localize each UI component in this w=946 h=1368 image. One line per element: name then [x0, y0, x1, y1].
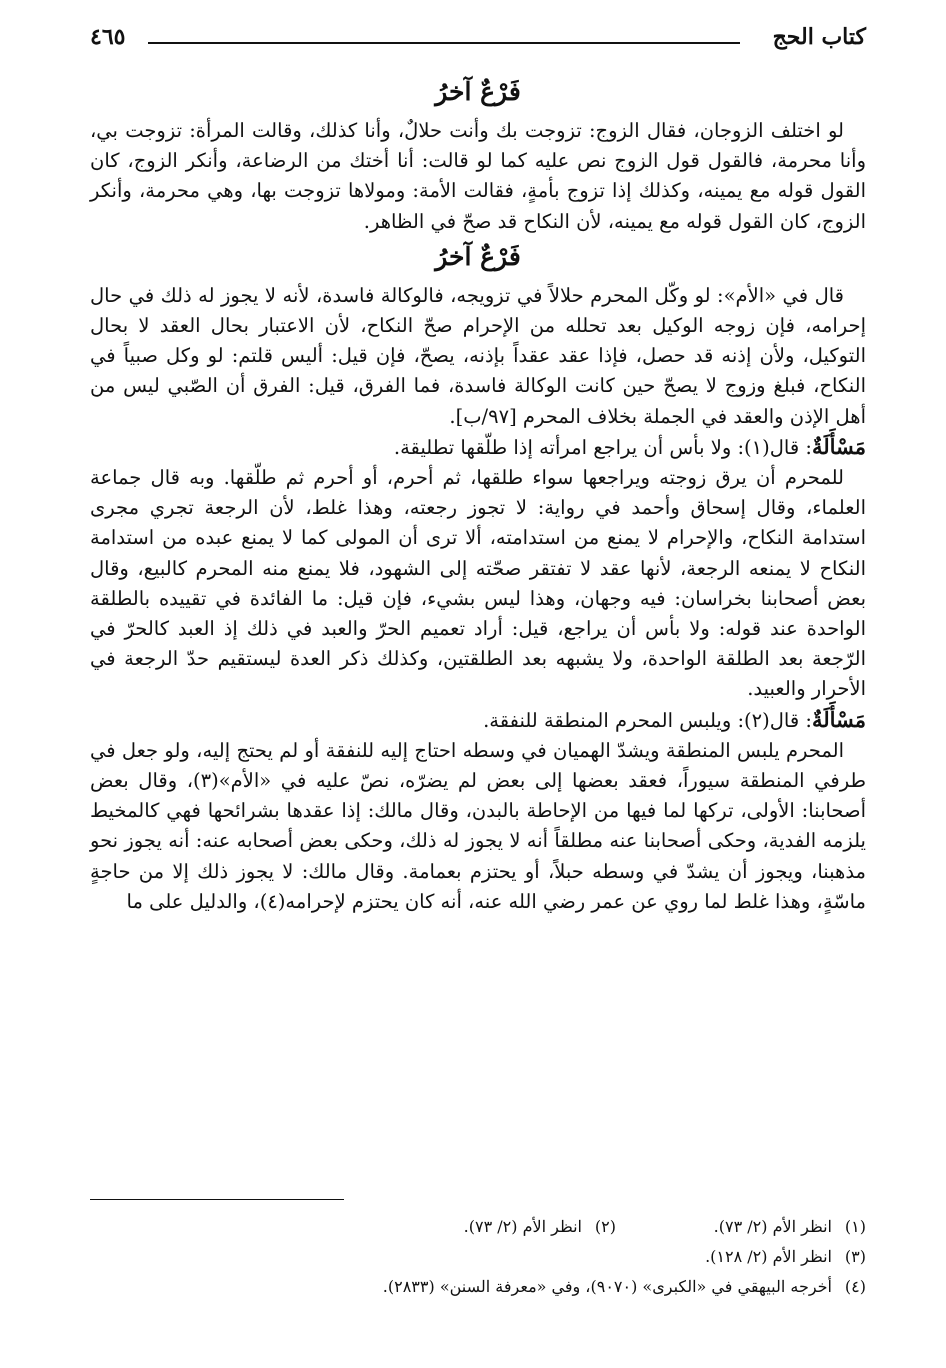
masala-text: : قال(٢): ويلبس المحرم المنطقة للنفقة.	[483, 708, 812, 732]
footnote-text: انظر الأم (٢/ ١٢٨).	[705, 1247, 832, 1266]
section-heading: فَرْعٌ آخرُ	[435, 77, 521, 106]
masala-label: مَسْأَلَةٌ	[811, 433, 866, 459]
masala-label: مَسْأَلَةٌ	[811, 706, 866, 732]
footnote-text: أخرجه البيهقي في «الكبرى» (٩٠٧٠)، وفي «معرفة السنن» (٢٨٣٣).	[382, 1277, 832, 1296]
paragraph: المحرم يلبس المنطقة ويشدّ الهميان في وسطه احتاج إليه للنفقة أو لم يحتج إليه، ولو جعل في طرفي المنطقة سيوراً، فعقد بعضها إلى بعض لم يضرّه، نصّ عليه في «الأم»(٣)، وقال بعض أصحابنا: الأولى، تركها لما فيها من الإحاطة بالبدن، وقال مالك: إذا عقدها بشرائحها فهي كالمخيط يلزمه الفدية، وحكى أصحابنا عنه مطلقاً أنه لا يجوز له ذلك، وحكى بعض أصحابه عنه: أنه يجوز نحو مذهبنا، ويجوز أن يشدّ في وسطه حبلاً، أو يحتزم بعمامة. وقال مالك: لا يجوز ذلك إلا من حاجةٍ ماسّةٍ، وهذا غلط لما روي عن عمر رضي الله عنه، أنه كان يحتزم لإحرامه(٤)، والدليل على ما	[90, 738, 866, 913]
footnote-1	[616, 1212, 866, 1242]
masala-line	[90, 705, 866, 736]
footnote-2	[366, 1212, 616, 1242]
footnote-4	[90, 1272, 866, 1302]
footnote-number: (٣)	[844, 1247, 866, 1266]
footnote-number: (٢)	[594, 1217, 616, 1236]
footnote-3	[90, 1242, 866, 1272]
paragraph: لو اختلف الزوجان، فقال الزوج: تزوجت بك وأنت حلالٌ، وأنا كذلك، وقالت المرأة: تزوجت بي، وأنا محرمة، فالقول قول الزوج نص عليه كما لو قالت: أنا أختك من الرضاعة، وأنكر الزوج، كان القول قوله مع يمينه، وكذلك إذا تزوج بأمةٍ، فقالت الأمة: ومولاها تزوجت بها، وهي محرمة، وأنكر الزوج، كان القول قوله مع يمينه، لأن النكاح قد صحّ في الظاهر.	[90, 119, 866, 233]
page-header	[90, 22, 866, 66]
header-rule	[148, 42, 740, 44]
footnote-text: انظر الأم (٢/ ٧٣).	[713, 1217, 832, 1236]
paragraph: قال في «الأم»: لو وكّل المحرم حلالاً في تزويجه، فالوكالة فاسدة، لأنه لا يجوز له ذلك في حال إحرامه، فإن زوجه الوكيل بعد تحلله من الإحرام صحّ النكاح، لأن الاعتبار بحال العقد لا بحال التوكيل، ولأن إذنه قد حصل، فإذا عقد عقداً بإذنه، يصحّ، فإن قيل: أليس قلتم: لو وكل صبياً في النكاح، فبلغ وزوج لا يصحّ حين كانت الوكالة فاسدة، فما الفرق، قيل: الفرق أن الصّبي ليس من أهل الإذن والعقد في الجملة بخلاف المحرم [٩٧/ب].	[90, 283, 866, 428]
footnotes	[90, 1212, 866, 1302]
masala-text: : قال(١): ولا بأس أن يراجع امرأته إذا طلّقها تطليقة.	[393, 435, 812, 459]
section-heading: فَرْعٌ آخرُ	[435, 241, 521, 271]
masala-line	[90, 432, 866, 463]
main-text	[90, 72, 866, 917]
book-title: كتاب الحج	[772, 24, 866, 50]
footnote-rule	[90, 1199, 344, 1200]
page-number: ٤٦٥	[90, 24, 126, 50]
footnote-number: (١)	[844, 1217, 866, 1236]
footnote-row	[90, 1212, 866, 1242]
footnote-number: (٤)	[844, 1277, 866, 1296]
paragraph: للمحرم أن يرق زوجته ويراجعها سواء طلقها، ثم أحرم، أو أحرم ثم طلّقها. وبه قال جماعة العلماء، وقال إسحاق وأحمد في رواية: لا تجوز رجعته، وهذا غلط، لأن الرجعة تجري مجرى استدامة النكاح، والإحرام لا يمنع من استدامته، ألا ترى أن المولى كما لا يمنع عبده من استدامة النكاح لا يمنعه الرجعة، لأنها عقد لا تفتقر صحّته إلى الشهود، فلا يمنع منه المحرم كالبيع، وقال بعض أصحابنا بخراسان: فيه وجهان، وهذا ليس بشيء، فإن قيل: ما الفائدة في تقييده بالطلقة الواحدة عند قوله: ولا بأس أن يراجع، قيل: أراد تعميم الحرّ والعبد في ذلك إذ العبد كالحرّ في الرّجعة بعد الطلقة الواحدة، ولا يشبهه بعد الطلقتين، وكذلك ذكر العدة ليستقيم حدّ الرجعة في الأحرار والعبيد.	[90, 466, 866, 701]
footnote-text: انظر الأم (٢/ ٧٣).	[463, 1217, 582, 1236]
